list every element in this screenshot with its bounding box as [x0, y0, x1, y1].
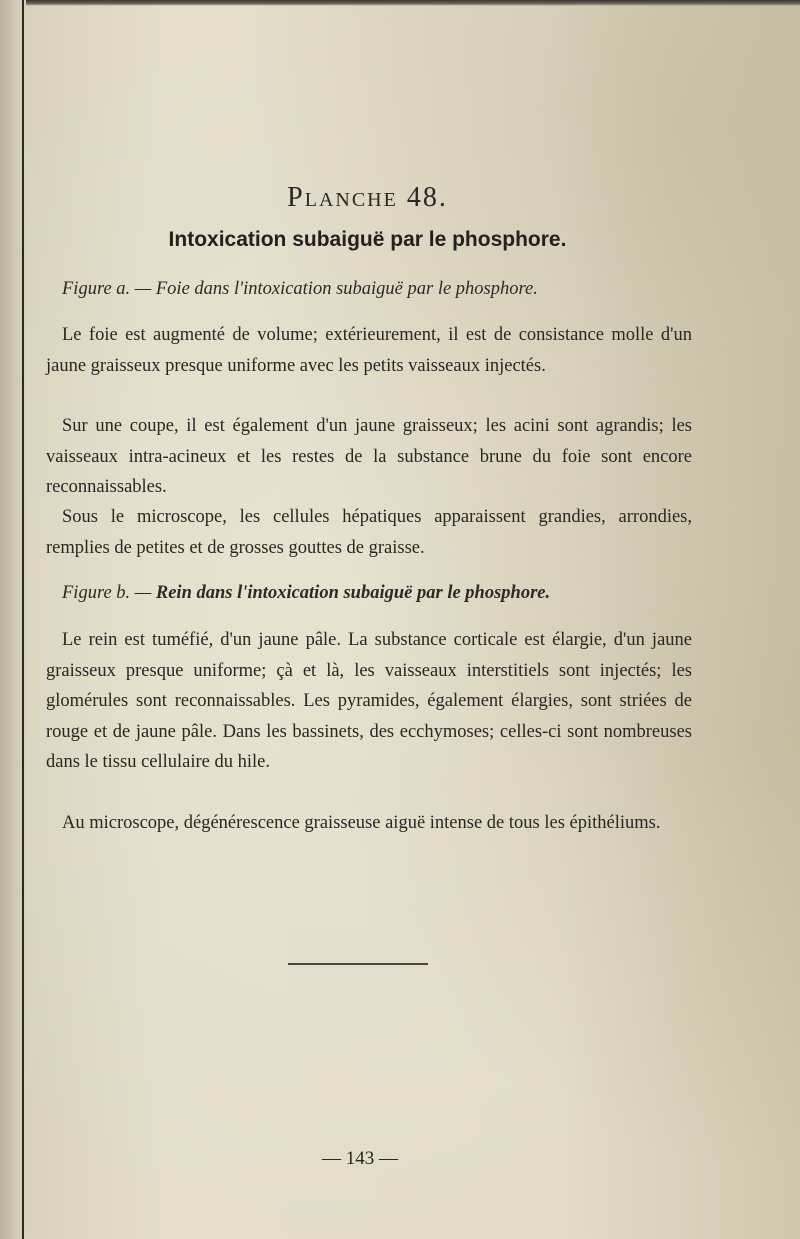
figure-a-label: Figure a. —	[62, 279, 156, 299]
paragraph-text: Sous le microscope, les cellules hépatiques apparaissent grandies, arrondies, remplies de petites et de grosses gouttes de graisse.	[46, 507, 692, 558]
figure-a-paragraph-3	[46, 502, 692, 563]
figure-b-caption	[62, 583, 550, 604]
paragraph-text: Le rein est tuméfié, d'un jaune pâle. La substance corticale est élargie, d'un jaune graisseux presque uniforme; çà et là, les vaisseaux interstitiels sont injectés; les glomérules sont reconnaissables. Les pyramides, également élargies, sont striées de rouge et de jaune pâle. Dans les bassinets, des ecchymoses; celles-ci sont nombreuses dans le tissu cellulaire du hile.	[46, 630, 692, 772]
plate-title: Planche 48.	[287, 182, 448, 213]
figure-a-caption	[62, 279, 538, 300]
section-separator	[288, 963, 428, 965]
paragraph-text: Sur une coupe, il est également d'un jaune graisseux; les acini sont agrandis; les vaisseaux intra-acineux et les restes de la substance brune du foie sont encore reconnaissables.	[46, 416, 692, 497]
figure-a-paragraph-2	[46, 411, 692, 503]
page-heading: Intoxication subaiguë par le phosphore.	[168, 228, 567, 251]
figure-b-paragraph-2	[46, 808, 692, 839]
paragraph-text: Au microscope, dégénérescence graisseuse aiguë intense de tous les épithéliums.	[62, 813, 661, 833]
page-number: — 143 —	[322, 1148, 398, 1169]
figure-b-title: Rein dans l'intoxication subaiguë par le phosphore.	[155, 583, 551, 603]
paragraph-text: Le foie est augmenté de volume; extérieurement, il est de consistance molle d'un jaune graisseux presque uniforme avec les petits vaisseaux injectés.	[46, 325, 692, 376]
figure-b-paragraph-1	[46, 625, 692, 778]
figure-b-label: Figure b. —	[62, 583, 156, 603]
figure-a-title: Foie dans l'intoxication subaiguë par le phosphore.	[155, 279, 538, 299]
page-top-edge	[0, 0, 800, 6]
figure-a-paragraph-1	[46, 320, 692, 381]
